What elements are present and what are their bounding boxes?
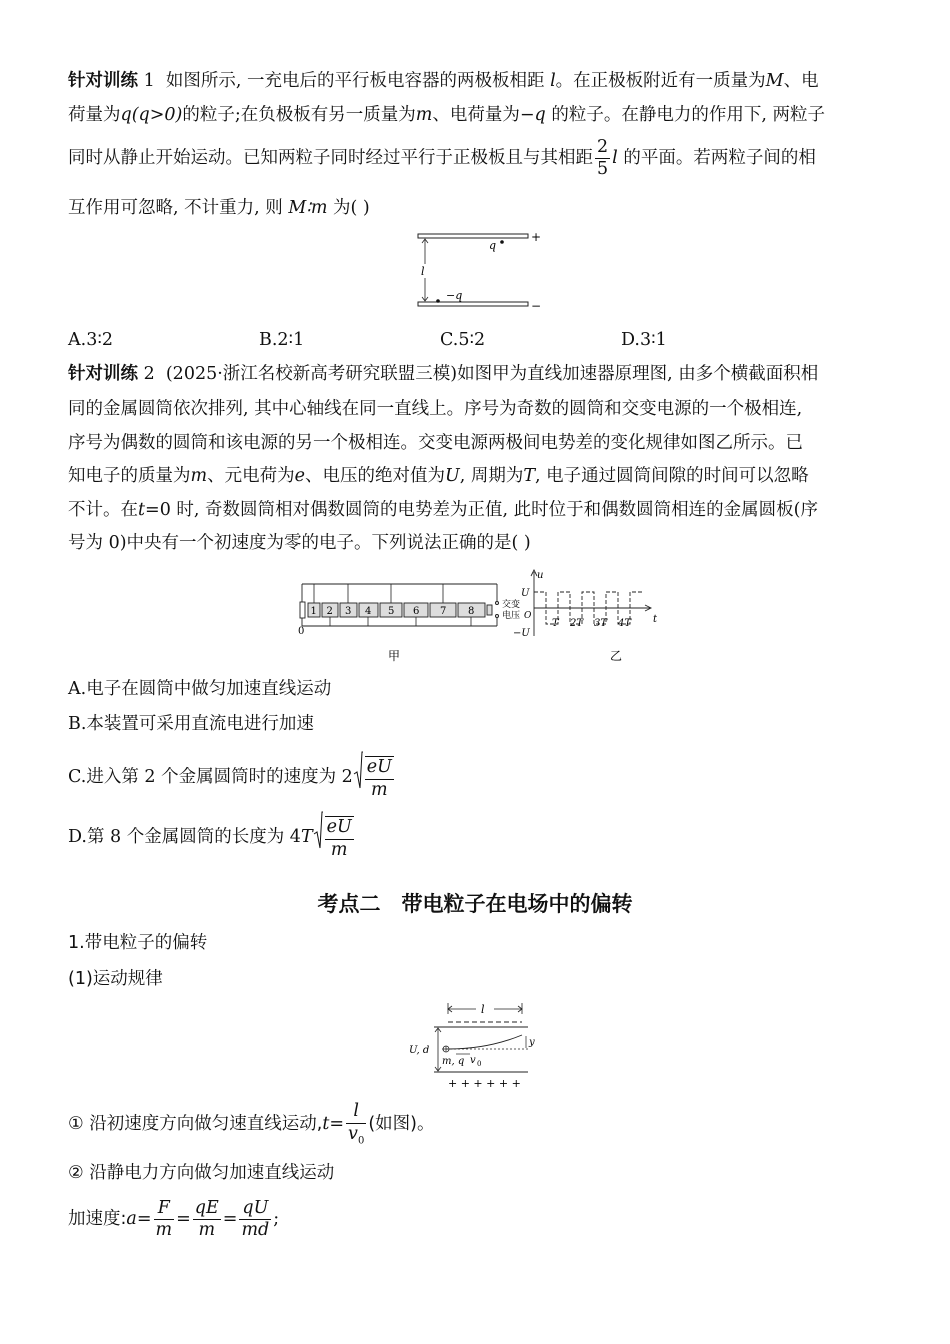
t2-text: 知电子的质量为 bbox=[68, 466, 191, 486]
tick-2T: 2T bbox=[570, 618, 584, 629]
t1-text: 如图所示, 一充电后的平行板电容器的两极板相距 bbox=[165, 71, 545, 91]
label-v0-sub: 0 bbox=[477, 1060, 482, 1068]
fraction-two-fifths: $\frac{2}{5}$ bbox=[597, 136, 609, 179]
t1-var: M bbox=[765, 71, 784, 91]
capacitor-figure bbox=[410, 228, 550, 312]
tube-8: 8 bbox=[468, 606, 475, 617]
t1-line-4 bbox=[68, 195, 370, 221]
t1-label: 针对训练 bbox=[68, 71, 138, 91]
source-label-2: 电压 bbox=[502, 611, 521, 621]
t1-text: 。在正极板附近有一质量为 bbox=[555, 71, 766, 91]
axis-t: t bbox=[653, 614, 658, 625]
t2-text: 、电压的绝对值为 bbox=[304, 466, 445, 486]
var-a: a bbox=[126, 1209, 137, 1229]
t1-text: 荷量为 bbox=[68, 105, 121, 125]
equals: = bbox=[136, 1209, 152, 1229]
t1-option-a[interactable]: A.3∶2 bbox=[68, 330, 114, 350]
t1-var: q(q>0) bbox=[120, 105, 183, 125]
sqrt-symbol bbox=[353, 750, 363, 805]
t2-line-6 bbox=[68, 530, 531, 556]
t1-line-2 bbox=[68, 102, 825, 128]
tube-5: 5 bbox=[388, 606, 395, 617]
t2-option-c-text: C.进入第 2 个金属圆筒时的速度为 2 bbox=[68, 767, 353, 787]
tube-4: 4 bbox=[365, 606, 372, 617]
fraction-qE-m: $\frac{qE}{m}$ bbox=[194, 1197, 219, 1240]
t2-line-3 bbox=[68, 430, 803, 456]
t2-text: 同的金属圆筒依次排列, 其中心轴线在同一直线上。序号为奇数的圆筒和交变电源的一个极相连, bbox=[68, 399, 803, 419]
t2-option-a[interactable]: A.电子在圆筒中做匀加速直线运动 bbox=[68, 679, 332, 699]
t1-text: 的粒子;在负极板有另一质量为 bbox=[182, 105, 416, 125]
t2-option-b[interactable]: B.本装置可采用直流电进行加速 bbox=[68, 714, 314, 734]
label-v0: v bbox=[470, 1055, 476, 1066]
fraction-eU-m: $\frac{eU}{m}$ bbox=[366, 757, 392, 800]
rule-2: ② 沿静电力方向做匀加速直线运动 bbox=[68, 1163, 335, 1183]
label-y: y bbox=[529, 1037, 535, 1048]
t2-text: 、元电荷为 bbox=[207, 466, 295, 486]
t1-var: q bbox=[534, 105, 546, 125]
equals: = bbox=[222, 1209, 238, 1229]
t1-text: 、电荷量为− bbox=[432, 105, 535, 125]
t2-option-d-text: D.第 8 个金属圆筒的长度为 4 bbox=[68, 827, 301, 847]
t2-var: T bbox=[300, 827, 313, 847]
label-mq: m, q bbox=[442, 1056, 465, 1067]
t1-line-3 bbox=[68, 138, 816, 179]
t2-line-2 bbox=[68, 396, 802, 422]
fraction-eU-m: $\frac{eU}{m}$ bbox=[326, 817, 352, 860]
t1-line-1 bbox=[68, 68, 819, 94]
sqrt-symbol bbox=[313, 810, 323, 865]
t2-label: 针对训练 bbox=[68, 364, 138, 384]
t1-text: 、电 bbox=[783, 71, 819, 91]
t2-var: t bbox=[138, 500, 146, 520]
tick-T: T bbox=[552, 618, 559, 629]
subheading-1: 1.带电粒子的偏转 bbox=[68, 933, 208, 953]
t1-var: l bbox=[550, 71, 556, 91]
t2-line-5 bbox=[68, 497, 818, 523]
drift-tubes bbox=[308, 603, 492, 617]
figure-label-yi: 乙 bbox=[610, 649, 623, 663]
t1-text: 的粒子。在静电力的作用下, 两粒子 bbox=[551, 105, 825, 125]
label-neg-q: −q bbox=[446, 289, 463, 302]
t2-option-c[interactable] bbox=[68, 750, 396, 805]
t1-var: l bbox=[612, 148, 618, 168]
t2-text: , 电子通过圆筒间隙的时间可以忽略 bbox=[535, 466, 809, 486]
t2-var: m bbox=[190, 466, 208, 486]
tube-2: 2 bbox=[326, 606, 333, 617]
fraction-qU-md: $\frac{qU}{md}$ bbox=[241, 1197, 270, 1240]
label-q: q bbox=[489, 239, 497, 252]
tube-6: 6 bbox=[413, 606, 420, 617]
tube-3: 3 bbox=[345, 606, 352, 617]
t2-text: , 周期为 bbox=[459, 466, 524, 486]
t2-line-1 bbox=[68, 361, 818, 387]
axis-u: u bbox=[537, 570, 544, 581]
semicolon: ; bbox=[273, 1209, 280, 1229]
t2-number: 2 bbox=[143, 364, 155, 384]
particle-q bbox=[500, 240, 504, 244]
t1-option-c[interactable]: C.5∶2 bbox=[440, 330, 486, 350]
label-l: l bbox=[421, 265, 425, 278]
t2-line-4 bbox=[68, 463, 809, 489]
deflection-figure bbox=[408, 1000, 558, 1092]
section-title: 考点二 带电粒子在电场中的偏转 bbox=[317, 892, 633, 916]
linear-accelerator-figure bbox=[292, 574, 522, 664]
rule-3 bbox=[68, 1197, 279, 1241]
var-t: t bbox=[322, 1114, 330, 1134]
label-zero: 0 bbox=[298, 626, 305, 637]
rule-1-text: ① 沿初速度方向做匀速直线运动, bbox=[68, 1114, 323, 1134]
rule-1 bbox=[68, 1102, 434, 1146]
t1-number: 1 bbox=[143, 71, 155, 91]
t2-text: (2025·浙江名校新高考研究联盟三模)如图甲为直线加速器原理图, 由多个横截面积相 bbox=[165, 364, 819, 384]
t1-text: 的平面。若两粒子间的相 bbox=[623, 148, 816, 168]
t2-text: 号为 0)中央有一个初速度为零的电子。下列说法正确的是( ) bbox=[68, 533, 531, 553]
tube-7: 7 bbox=[440, 606, 447, 617]
label-l: l bbox=[481, 1003, 485, 1016]
equals: = bbox=[329, 1114, 345, 1134]
fraction-F-m: $\frac{F}{m}$ bbox=[155, 1197, 173, 1240]
tube-1: 1 bbox=[310, 606, 317, 617]
t2-text: 序号为偶数的圆筒和该电源的另一个极相连。交变电源两极间电势差的变化规律如图乙所示。已 bbox=[68, 433, 803, 453]
label-Ud: U, d bbox=[409, 1045, 430, 1056]
figure-label-jia: 甲 bbox=[388, 649, 401, 663]
fraction-l-v0: $\frac{l}{v_0}$ bbox=[348, 1101, 365, 1146]
rule-1-tail: (如图)。 bbox=[368, 1114, 435, 1134]
plus-sign: + bbox=[531, 230, 542, 244]
plate-zero bbox=[300, 602, 305, 618]
plus-signs: + + + + + + bbox=[448, 1077, 521, 1090]
label-negU: −U bbox=[513, 628, 530, 639]
t2-var: T bbox=[523, 466, 536, 486]
minus-sign: − bbox=[531, 299, 542, 312]
origin-O: O bbox=[524, 611, 532, 621]
t2-text: =0 时, 奇数圆筒相对偶数圆筒的电势差为正值, 此时位于和偶数圆筒相连的金属圆板(序 bbox=[145, 500, 818, 520]
t2-option-d[interactable] bbox=[68, 810, 356, 865]
acceleration-label: 加速度: bbox=[68, 1209, 127, 1229]
t2-text: 不计。在 bbox=[68, 500, 138, 520]
t1-answer-blank: 为( ) bbox=[333, 198, 370, 218]
source-label-1: 交变 bbox=[502, 600, 521, 610]
label-U: U bbox=[521, 588, 530, 599]
t1-text: 同时从静止开始运动。已知两粒子同时经过平行于正极板且与其相距 bbox=[68, 148, 593, 168]
particle-neg-q bbox=[436, 299, 440, 303]
t1-ratio: M∶m bbox=[288, 198, 328, 218]
t1-option-b[interactable]: B.2∶1 bbox=[259, 330, 305, 350]
voltage-graph-figure bbox=[510, 566, 660, 664]
tick-4T: 4T bbox=[618, 618, 632, 629]
t2-var: e bbox=[294, 466, 305, 486]
t1-option-d[interactable]: D.3∶1 bbox=[621, 330, 667, 350]
t1-text: 互作用可忽略, 不计重力, 则 bbox=[68, 198, 283, 218]
t2-var: U bbox=[444, 466, 460, 486]
subheading-2: (1)运动规律 bbox=[68, 969, 163, 989]
tick-3T: 3T bbox=[594, 618, 608, 629]
t1-var: m bbox=[415, 105, 433, 125]
equals: = bbox=[176, 1209, 191, 1229]
